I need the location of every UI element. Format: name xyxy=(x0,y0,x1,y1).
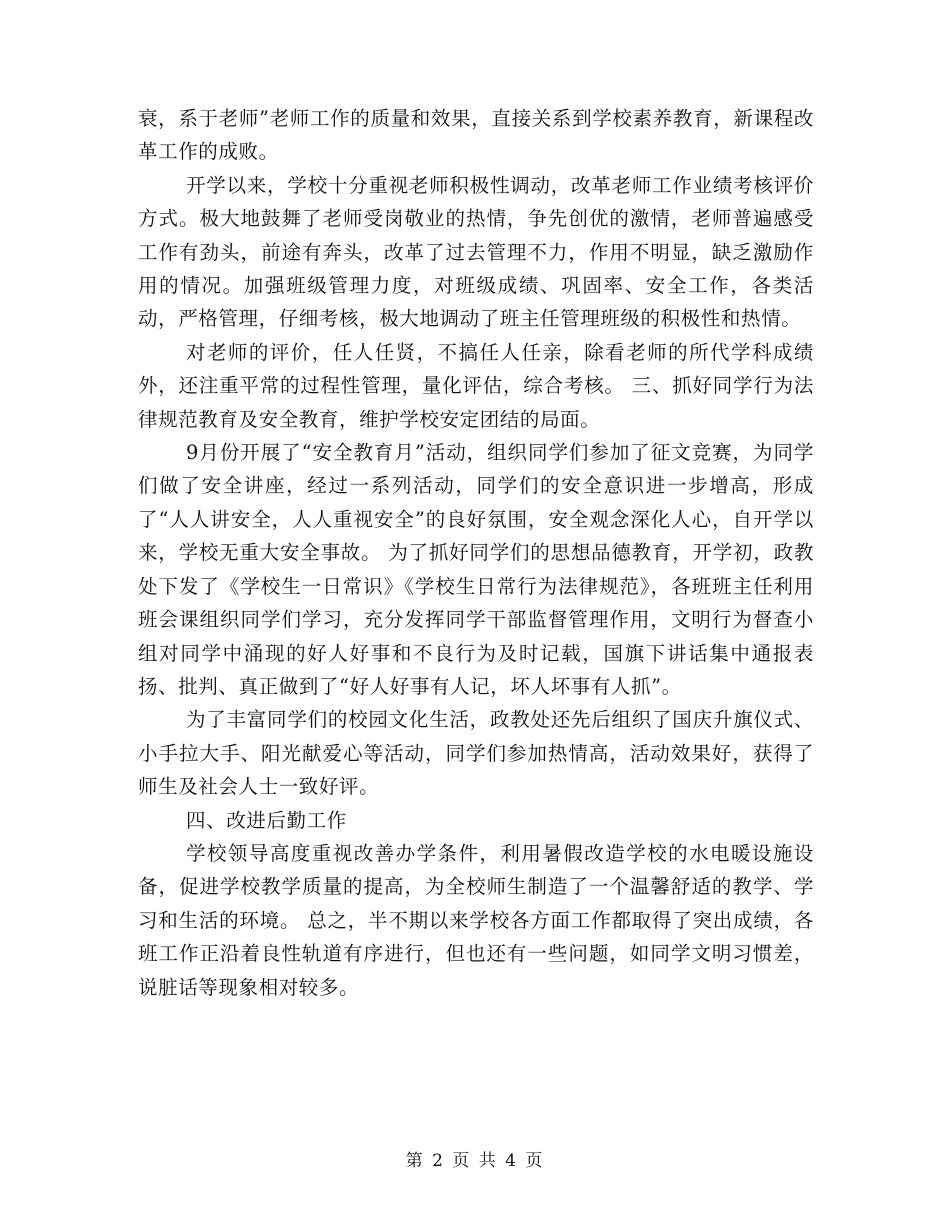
page-number-footer: 第 2 页 共 4 页 xyxy=(405,1151,545,1171)
paragraph-safety-education: 9月份开展了“安全教育月”活动，组织同学们参加了征文竞赛，为同学们做了安全讲座，经过一系列活动，同学们的安全意识进一步增高，形成了“人人讲安全，人人重视安全”的良好氛围，安全观念深化人心，自开学以来，学校无重大安全事故。 为了抓好同学们的思想品德教育，开学初，政教处下发了《学校生一日常识》《学校生日常行为法律规范》，各班班主任利用班会课组织同学们学习，充分发挥同学干部监督管理作用，文明行为督查小组对同学中涌现的好人好事和不良行为及时记载，国旗下讲话集中通报表扬、批判、真正做到了“好人好事有人记，坏人坏事有人抓”。 xyxy=(138,441,814,698)
paragraph-continuation: 衰，系于老师”老师工作的质量和效果，直接关系到学校素养教育，新课程改革工作的成败。 xyxy=(138,107,814,164)
section-heading-logistics: 四、改进后勤工作 xyxy=(186,808,347,832)
paragraph-teacher-evaluation: 对老师的评价，任人任贤，不搞任人任亲，除看老师的所代学科成绩外，还注重平常的过程性管理，量化评估，综合考核。 三、抓好同学行为法律规范教育及安全教育，维护学校安定团结的局面。 xyxy=(138,340,814,431)
paragraph-teacher-motivation: 开学以来，学校十分重视老师积极性调动，改革老师工作业绩考核评价方式。极大地鼓舞了老师受岗敬业的热情，争先创优的激情，老师普遍感受工作有劲头，前途有奔头，改革了过去管理不力，作用不明显，缺乏激励作用的情况。加强班级管理力度，对班级成绩、巩固率、安全工作，各类活动，严格管理，仔细考核，极大地调动了班主任管理班级的积极性和热情。 xyxy=(138,173,814,331)
paragraph-campus-culture: 为了丰富同学们的校园文化生活，政教处还先后组织了国庆升旗仪式、小手拉大手、阳光献爱心等活动，同学们参加热情高，活动效果好，获得了师生及社会人士一致好评。 xyxy=(138,708,814,799)
document-body xyxy=(138,102,814,1004)
paragraph-logistics-summary: 学校领导高度重视改善办学条件，利用暑假改造学校的水电暖设施设备，促进学校教学质量的提高，为全校师生制造了一个温馨舒适的教学、学习和生活的环境。 总之，半不期以来学校各方面工作都取得了突出成绩，各班工作正沿着良性轨道有序进行，但也还有一些问题，如同学文明习惯差，说脏话等现象相对较多。 xyxy=(138,841,814,999)
